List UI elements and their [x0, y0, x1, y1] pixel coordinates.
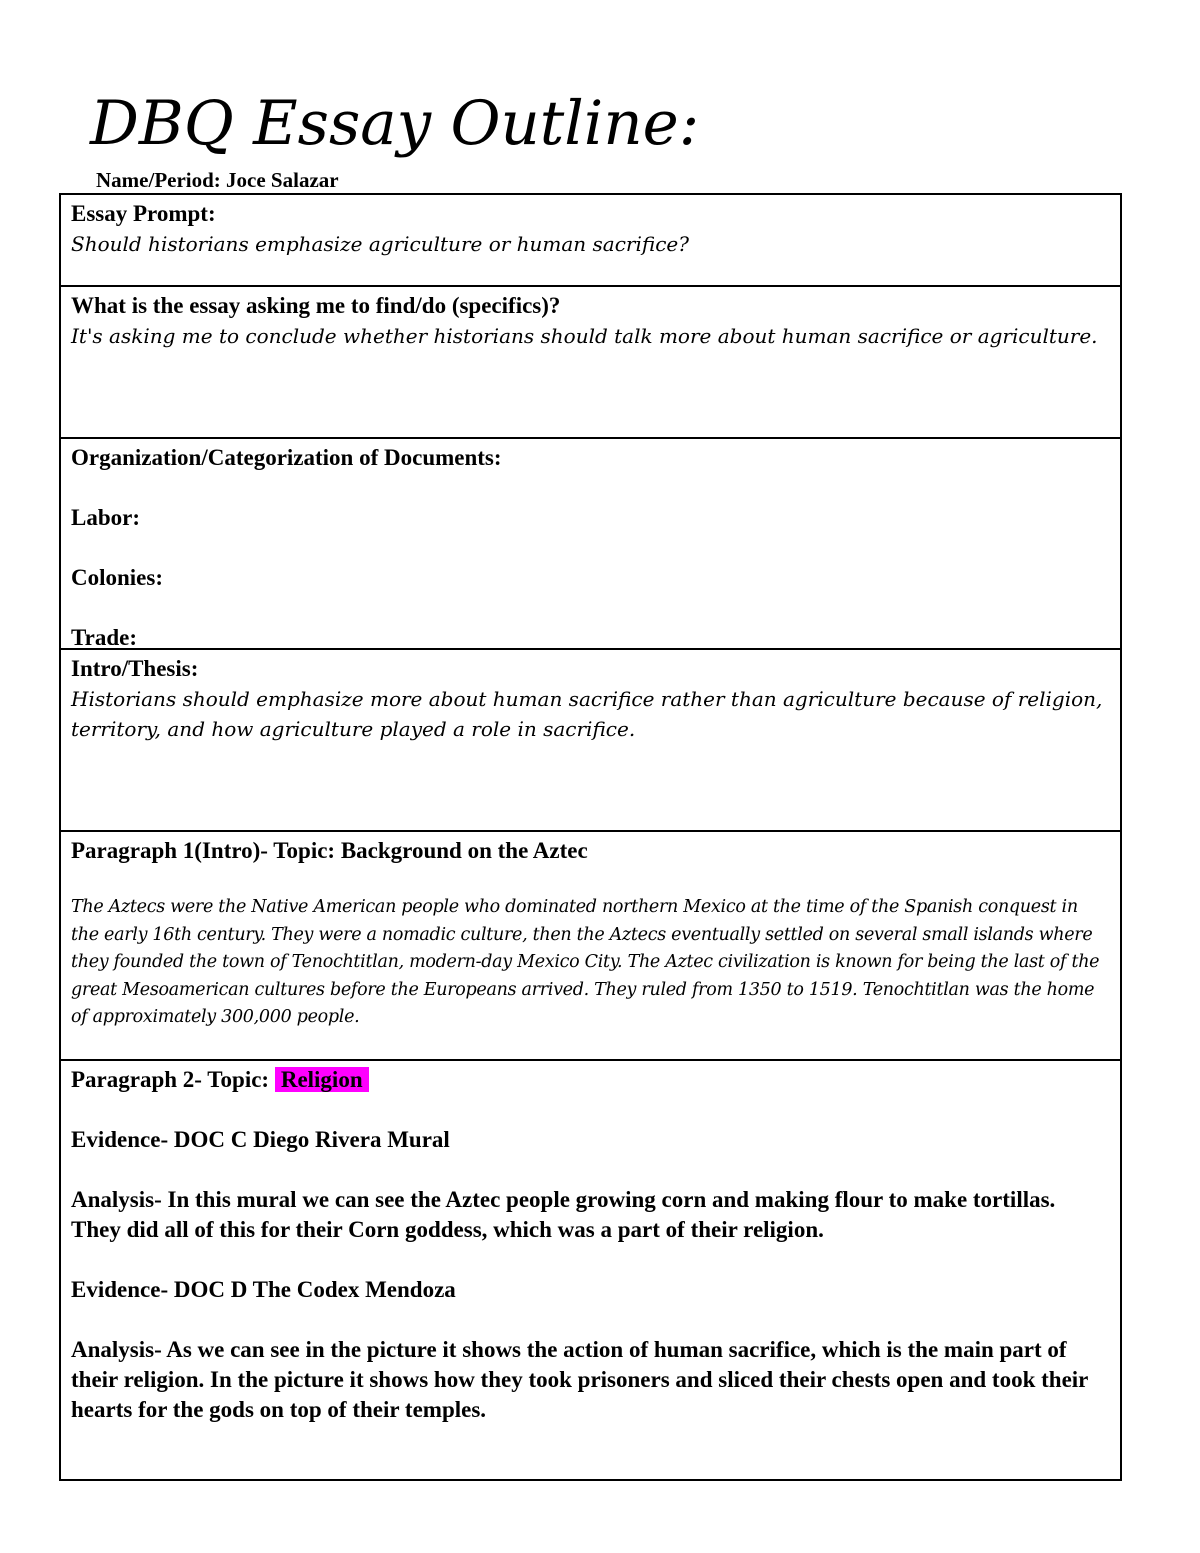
asking-label: What is the essay asking me to find/do (specifics)? [71, 293, 561, 318]
asking-text: It's asking me to conclude whether historians should talk more about human sacrifice or agriculture. [71, 324, 1098, 348]
organization-cell [61, 439, 1120, 650]
paragraph1-cell [61, 832, 1120, 1061]
paragraph2-cell [61, 1061, 1120, 1479]
thesis-label: Intro/Thesis: [71, 656, 199, 681]
category-colonies: Colonies: [71, 565, 163, 590]
paragraph2-evidence-2: Evidence- DOC D The Codex Mendoza [71, 1277, 456, 1302]
paragraph1-label: Paragraph 1(Intro)- Topic: Background on the Aztec [71, 838, 588, 863]
category-trade: Trade: [71, 625, 138, 650]
paragraph2-label: Paragraph 2- Topic: [71, 1067, 270, 1092]
document-title: DBQ Essay Outline: [90, 88, 700, 159]
paragraph1-text: The Aztecs were the Native American people who dominated northern Mexico at the time of the Spanish conquest in the early 16th century. They were a nomadic culture, then the Aztecs eventually settled on several small islands where they founded the town of Tenochtitlan, modern-day Mexico City. The Aztec civilization is known for being the last of the great Mesoamerican cultures before the Europeans arrived. They ruled from 1350 to 1519. Tenochtitlan was the home of approximately 300,000 people. [71, 897, 1100, 1027]
prompt-cell [61, 195, 1120, 287]
prompt-text: Should historians emphasize agriculture or human sacrifice? [71, 232, 689, 256]
asking-cell [61, 287, 1120, 439]
outline-table [59, 193, 1122, 1481]
paragraph2-analysis-2: Analysis- As we can see in the picture it shows the action of human sacrifice, which is the main part of their religion. In the picture it shows how they took prisoners and sliced their chests open and took their hearts for the gods on top of their temples. [71, 1337, 1088, 1422]
organization-label: Organization/Categorization of Documents: [71, 445, 502, 470]
paragraph2-analysis-1: Analysis- In this mural we can see the Aztec people growing corn and making flour to make tortillas. They did all of this for their Corn goddess, which was a part of their religion. [71, 1187, 1056, 1242]
name-period-line: Name/Period: Joce Salazar [96, 168, 339, 192]
paragraph2-heading [71, 1065, 1110, 1095]
paragraph2-topic-highlight: Religion [275, 1067, 369, 1092]
category-labor: Labor: [71, 505, 140, 530]
thesis-text: Historians should emphasize more about human sacrifice rather than agriculture because of religion, territory, and how agriculture played a role in sacrifice. [71, 687, 1103, 741]
prompt-label: Essay Prompt: [71, 201, 216, 226]
thesis-cell [61, 650, 1120, 832]
paragraph2-evidence-1: Evidence- DOC C Diego Rivera Mural [71, 1127, 450, 1152]
